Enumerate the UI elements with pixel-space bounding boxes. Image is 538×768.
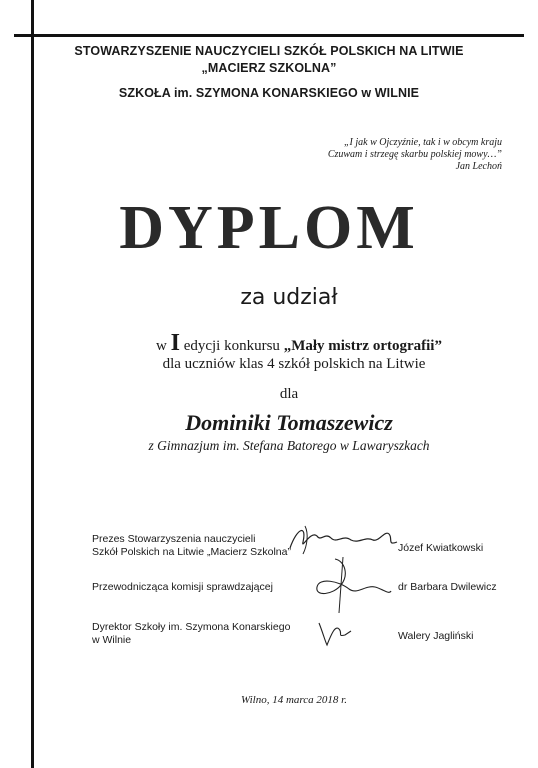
decorative-horizontal-line xyxy=(14,34,524,37)
diploma-title: DYPLOM xyxy=(119,194,419,262)
signatory-name-3: Walery Jagliński xyxy=(398,630,474,642)
contest-prefix: w xyxy=(156,338,167,354)
motto-quote xyxy=(328,137,502,173)
handwritten-signature-3 xyxy=(315,615,355,650)
signature-role-3-line-2: w Wilnie xyxy=(92,634,132,646)
contest-name: „Mały mistrz ortografii” xyxy=(283,338,442,354)
handwritten-signature-2 xyxy=(305,555,395,615)
signature-role-1-line-2: Szkół Polskich na Litwie „Macierz Szkolna” xyxy=(92,546,291,558)
recipient-name: Dominiki Tomaszewicz xyxy=(185,410,393,435)
signature-role-1 xyxy=(92,533,291,559)
decorative-vertical-line xyxy=(31,0,34,768)
signature-role-3-line-1: Dyrektor Szkoły im. Szymona Konarskiego xyxy=(92,621,291,633)
signature-role-2: Przewodnicząca komisji sprawdzającej xyxy=(92,581,273,593)
place-and-date: Wilno, 14 marca 2018 r. xyxy=(241,694,347,706)
diploma-subtitle: za udział xyxy=(240,285,338,310)
contest-line xyxy=(0,330,538,357)
organization-name: STOWARZYSZENIE NAUCZYCIELI SZKÓŁ POLSKICH NA LITWIE xyxy=(74,44,464,58)
participants-line: dla uczniów klas 4 szkół polskich na Litwie xyxy=(162,356,426,372)
motto-line-2: Czuwam i strzegę skarbu polskiej mowy…” xyxy=(327,149,502,160)
school-name: SZKOŁA im. SZYMONA KONARSKIEGO w WILNIE xyxy=(118,86,420,100)
contest-mid-text: edycji konkursu xyxy=(183,338,280,354)
signature-role-3 xyxy=(92,621,290,647)
edition-number: I xyxy=(170,330,180,356)
motto-line-1: „I jak w Ojczyźnie, tak i w obcym kraju xyxy=(343,137,502,148)
for-label: dla xyxy=(279,386,299,402)
handwritten-signature-1 xyxy=(285,520,405,560)
organization-subname: „MACIERZ SZKOLNA” xyxy=(201,61,337,75)
recipient-school: z Gimnazjum im. Stefana Batorego w Lawaryszkach xyxy=(148,438,430,453)
signatory-name-2: dr Barbara Dwilewicz xyxy=(398,581,497,593)
motto-author: Jan Lechoń xyxy=(455,161,502,172)
signature-role-1-line-1: Prezes Stowarzyszenia nauczycieli xyxy=(92,533,256,545)
signatory-name-1: Józef Kwiatkowski xyxy=(398,542,484,554)
